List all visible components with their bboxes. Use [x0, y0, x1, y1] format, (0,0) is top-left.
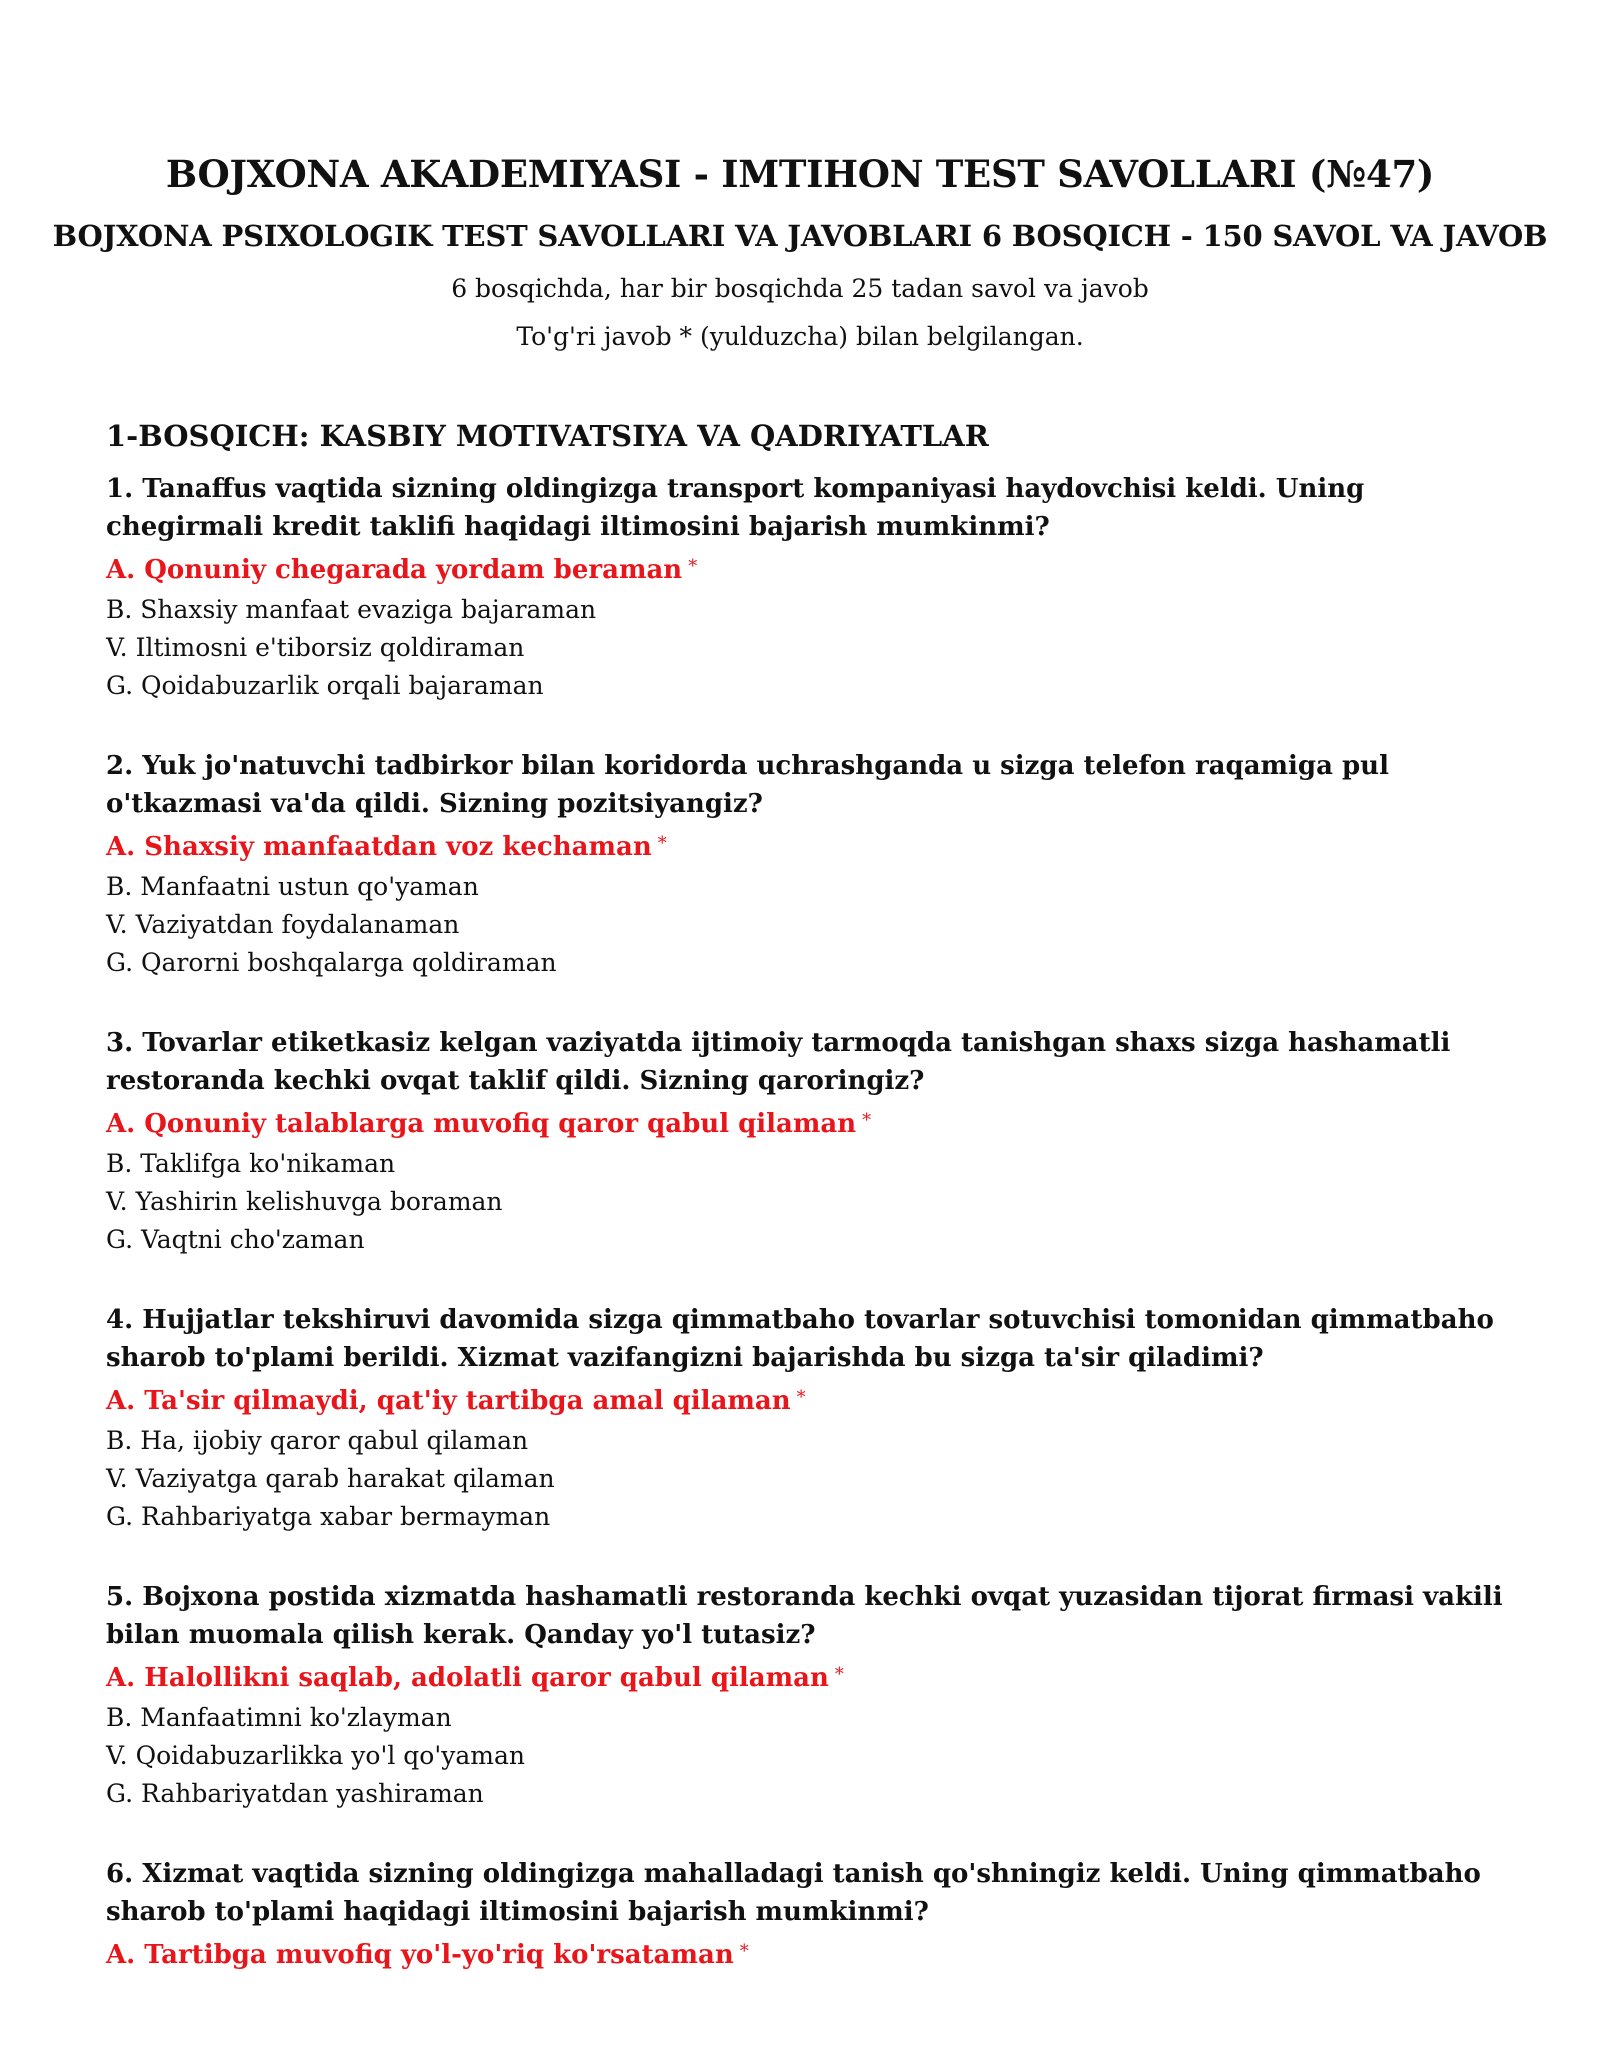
- document-title: BOJXONA AKADEMIYASI - IMTIHON TEST SAVOLLARI (№47): [165, 152, 1435, 196]
- question-block: [106, 470, 1506, 705]
- correct-star-icon: *: [688, 556, 698, 577]
- answer-option: [106, 1221, 1506, 1259]
- document-subtitle: BOJXONA PSIXOLOGIK TEST SAVOLLARI VA JAVOBLARI 6 BOSQICH - 150 SAVOL VA JAVOB: [52, 219, 1548, 253]
- question-block: [106, 1024, 1506, 1259]
- answer-option: [106, 1460, 1506, 1498]
- correct-star-icon: *: [739, 1941, 749, 1962]
- intro-note-answer-key: To'g'ri javob * (yulduzcha) bilan belgilangan.: [516, 322, 1084, 351]
- answer-option-label: B. Manfaatimni ko'zlayman: [106, 1703, 452, 1732]
- answer-option: [106, 868, 1506, 906]
- question-block: [106, 1855, 1506, 1976]
- correct-answer-option: [106, 1100, 1506, 1145]
- answer-option-label: G. Rahbariyatga xabar bermayman: [106, 1502, 551, 1531]
- answer-option-label: A. Shaxsiy manfaatdan voz kechaman: [106, 832, 652, 862]
- answer-option-label: B. Ha, ijobiy qaror qabul qilaman: [106, 1426, 529, 1455]
- answer-option-label: G. Qoidabuzarlik orqali bajaraman: [106, 671, 544, 700]
- correct-answer-option: [106, 823, 1506, 868]
- answer-option-label: V. Iltimosni e'tiborsiz qoldiraman: [106, 633, 525, 662]
- answer-option: [106, 591, 1506, 629]
- answer-option-label: G. Qarorni boshqalarga qoldiraman: [106, 948, 557, 977]
- answer-option: [106, 1775, 1506, 1813]
- correct-answer-option: [106, 546, 1506, 591]
- answer-option: [106, 906, 1506, 944]
- answer-option: [106, 944, 1506, 982]
- question-text: 5. Bojxona postida xizmatda hashamatli restoranda kechki ovqat yuzasidan tijorat firmasi vakili bilan muomala qilish kerak. Qanday yo'l tutasiz?: [106, 1582, 1503, 1650]
- correct-answer-option: [106, 1654, 1506, 1699]
- answer-option-label: A. Ta'sir qilmaydi, qat'iy tartibga amal qilaman: [106, 1386, 791, 1416]
- answer-option-label: V. Yashirin kelishuvga boraman: [106, 1187, 503, 1216]
- answer-option: [106, 667, 1506, 705]
- answer-option-label: A. Halollikni saqlab, adolatli qaror qabul qilaman: [106, 1663, 829, 1693]
- question-block: [106, 1301, 1506, 1536]
- question-text: 3. Tovarlar etiketkasiz kelgan vaziyatda ijtimoiy tarmoqda tanishgan shaxs sizga hashamatli restoranda kechki ovqat taklif qildi. Sizning qaroringiz?: [106, 1028, 1451, 1096]
- answer-option: [106, 629, 1506, 667]
- question-text: 2. Yuk jo'natuvchi tadbirkor bilan koridorda uchrashganda u sizga telefon raqamiga pul o'tkazmasi va'da qildi. Sizning pozitsiyangiz?: [106, 751, 1389, 819]
- correct-star-icon: *: [657, 833, 667, 854]
- answer-option-label: A. Tartibga muvofiq yo'l-yo'riq ko'rsataman: [106, 1940, 734, 1970]
- answer-option: [106, 1183, 1506, 1221]
- answer-option-label: B. Manfaatni ustun qo'yaman: [106, 872, 479, 901]
- answer-option: [106, 1737, 1506, 1775]
- answer-option-label: V. Vaziyatga qarab harakat qilaman: [106, 1464, 555, 1493]
- answer-option-label: A. Qonuniy chegarada yordam beraman: [106, 555, 683, 585]
- answer-option-label: G. Vaqtni cho'zaman: [106, 1225, 365, 1254]
- correct-star-icon: *: [834, 1664, 844, 1685]
- answer-option: [106, 1145, 1506, 1183]
- section-heading: 1-BOSQICH: KASBIY MOTIVATSIYA VA QADRIYATLAR: [106, 419, 989, 453]
- correct-answer-option: [106, 1931, 1506, 1976]
- correct-answer-option: [106, 1377, 1506, 1422]
- question-text: 6. Xizmat vaqtida sizning oldingizga mahalladagi tanish qo'shningiz keldi. Uning qimmatbaho sharob to'plami haqidagi iltimosini bajarish mumkinmi?: [106, 1859, 1481, 1927]
- answer-option-label: B. Taklifga ko'nikaman: [106, 1149, 396, 1178]
- question-list: [106, 470, 1506, 2018]
- question-block: [106, 747, 1506, 982]
- answer-option: [106, 1498, 1506, 1536]
- correct-star-icon: *: [862, 1110, 872, 1131]
- question-text: 4. Hujjatlar tekshiruvi davomida sizga qimmatbaho tovarlar sotuvchisi tomonidan qimmatbaho sharob to'plami berildi. Xizmat vazifangizni bajarishda bu sizga ta'sir qiladimi?: [106, 1305, 1494, 1373]
- intro-note-stages: 6 bosqichda, har bir bosqichda 25 tadan savol va javob: [451, 274, 1149, 303]
- answer-option-label: B. Shaxsiy manfaat evaziga bajaraman: [106, 595, 597, 624]
- answer-option-label: A. Qonuniy talablarga muvofiq qaror qabul qilaman: [106, 1109, 857, 1139]
- answer-option-label: G. Rahbariyatdan yashiraman: [106, 1779, 484, 1808]
- correct-star-icon: *: [796, 1387, 806, 1408]
- question-text: 1. Tanaffus vaqtida sizning oldingizga transport kompaniyasi haydovchisi keldi. Uning chegirmali kredit taklifi haqidagi iltimosini bajarish mumkinmi?: [106, 474, 1365, 542]
- answer-option-label: V. Vaziyatdan foydalanaman: [106, 910, 460, 939]
- answer-option-label: V. Qoidabuzarlikka yo'l qo'yaman: [106, 1741, 525, 1770]
- answer-option: [106, 1699, 1506, 1737]
- question-block: [106, 1578, 1506, 1813]
- answer-option: [106, 1422, 1506, 1460]
